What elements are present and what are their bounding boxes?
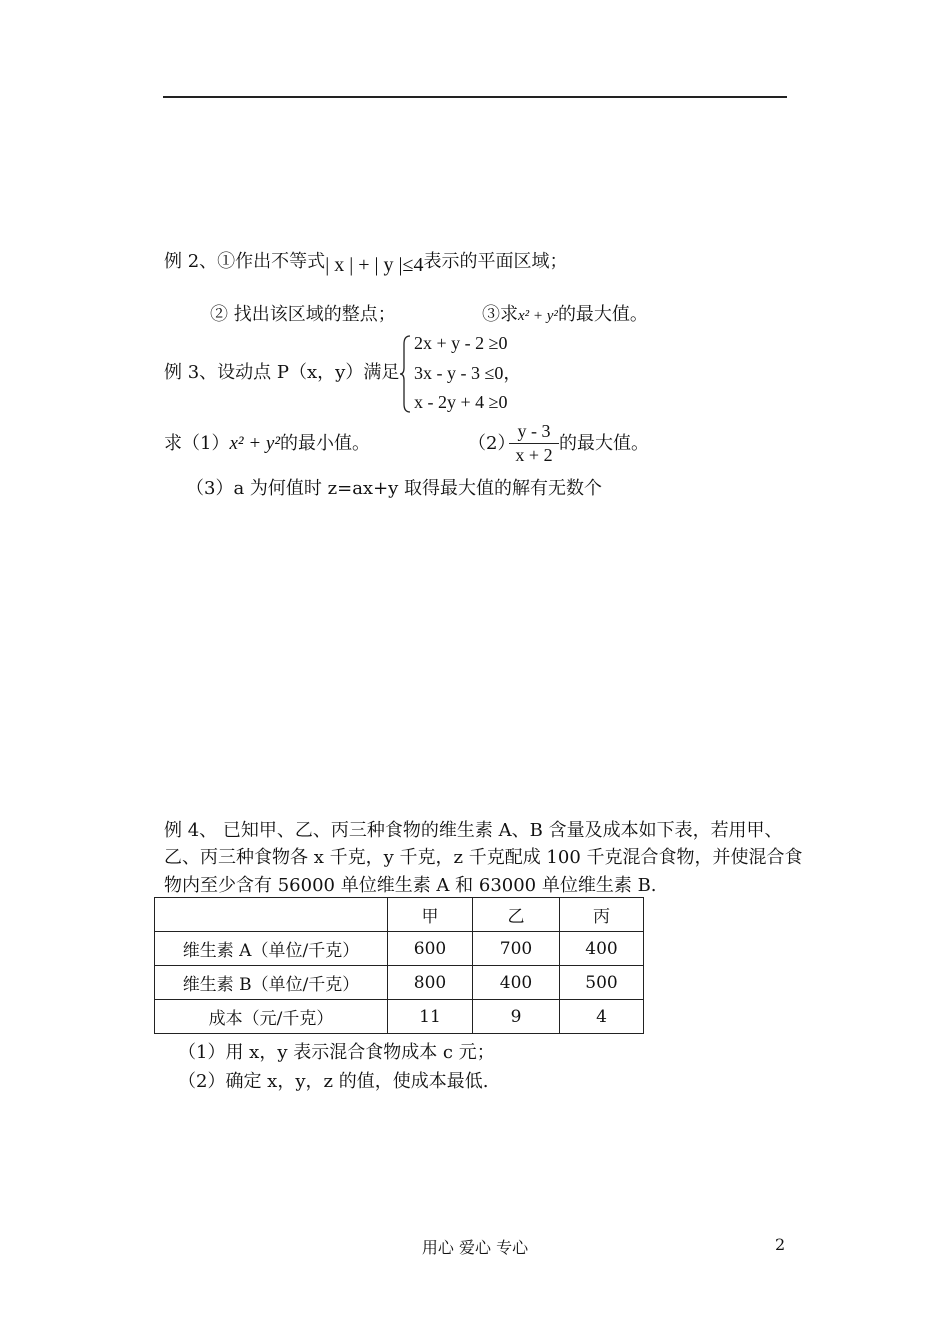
example-3-q1 — [164, 433, 370, 455]
vitamin-table — [154, 897, 644, 1034]
table-header-cell: 乙 — [473, 898, 560, 932]
ex2-suffix: 表示的平面区域； — [423, 251, 568, 272]
q1-suffix: 的最小值。 — [280, 433, 371, 454]
example-3-q2-suffix: 的最大值。 — [559, 433, 649, 454]
ex2-inequality: | x | + | y |≤4 — [325, 254, 424, 276]
table-cell: 4 — [560, 1000, 644, 1034]
table-row — [155, 1000, 644, 1034]
table-header-cell — [155, 898, 388, 932]
table-cell: 维生素 A（单位/千克） — [155, 932, 388, 966]
q1-expr: x² + y² — [229, 433, 281, 454]
table-cell: 600 — [388, 932, 473, 966]
page-number: 2 — [775, 1235, 786, 1254]
q1-prefix: 求（1） — [164, 433, 230, 454]
example-4-q2: （2）确定 x，y，z 的值，使成本最低. — [178, 1071, 489, 1092]
table-cell: 9 — [473, 1000, 560, 1034]
header-rule — [163, 96, 787, 98]
table-cell: 11 — [388, 1000, 473, 1034]
example-4-line2: 乙、丙三种食物各 x 千克，y 千克，z 千克配成 100 千克混合食物，并使混合食 — [164, 847, 803, 868]
table-cell: 400 — [560, 932, 644, 966]
system-brace — [398, 334, 414, 414]
footer-text: 用心 爱心 专心 — [421, 1238, 529, 1257]
table-cell: 成本（元/千克） — [155, 1000, 388, 1034]
fraction-numerator: y - 3 — [509, 420, 559, 444]
table-cell: 400 — [473, 966, 560, 1000]
ex2-part3-post: 的最大值。 — [557, 304, 648, 325]
table-cell: 800 — [388, 966, 473, 1000]
constraint-2 — [414, 362, 521, 384]
table-cell: 700 — [473, 932, 560, 966]
ex2-part3-expr: x² + y² — [518, 308, 558, 324]
constraint-comma: ， — [503, 363, 522, 383]
example-2-part3 — [482, 304, 648, 327]
constraint-2-text: 3x - y - 3 ≤0 — [414, 363, 504, 383]
table-row — [155, 966, 644, 1000]
ex2-part3-pre: ③求 — [482, 304, 518, 325]
ex2-prefix: 例 2、①作出不等式 — [164, 251, 326, 272]
example-3-q3: （3）a 为何值时 z=ax+y 取得最大值的解有无数个 — [186, 478, 603, 499]
constraint-3: x - 2y + 4 ≥0 — [414, 392, 508, 412]
constraint-1: 2x + y - 2 ≥0 — [414, 333, 508, 353]
table-header-row — [155, 898, 644, 932]
table-cell: 500 — [560, 966, 644, 1000]
example-3-q2-prefix: （2） — [468, 433, 516, 454]
example-4-line1: 例 4、 已知甲、乙、丙三种食物的维生素 A、B 含量及成本如下表，若用甲、 — [164, 820, 783, 841]
table-cell: 维生素 B（单位/千克） — [155, 966, 388, 1000]
example-2-line1 — [164, 250, 568, 276]
example-4-q1: （1）用 x，y 表示混合食物成本 c 元； — [178, 1042, 495, 1063]
table-header-cell: 丙 — [560, 898, 644, 932]
table-row — [155, 932, 644, 966]
fraction-denominator: x + 2 — [515, 445, 553, 465]
example-4-line3: 物内至少含有 56000 单位维生素 A 和 63000 单位维生素 B. — [164, 875, 657, 896]
fraction — [509, 420, 559, 466]
example-2-line2 — [210, 304, 396, 326]
example-3-prefix: 例 3、设动点 P（x，y）满足 — [164, 362, 400, 383]
ex2-part2: ② 找出该区域的整点； — [210, 304, 396, 325]
table-header-cell: 甲 — [388, 898, 473, 932]
